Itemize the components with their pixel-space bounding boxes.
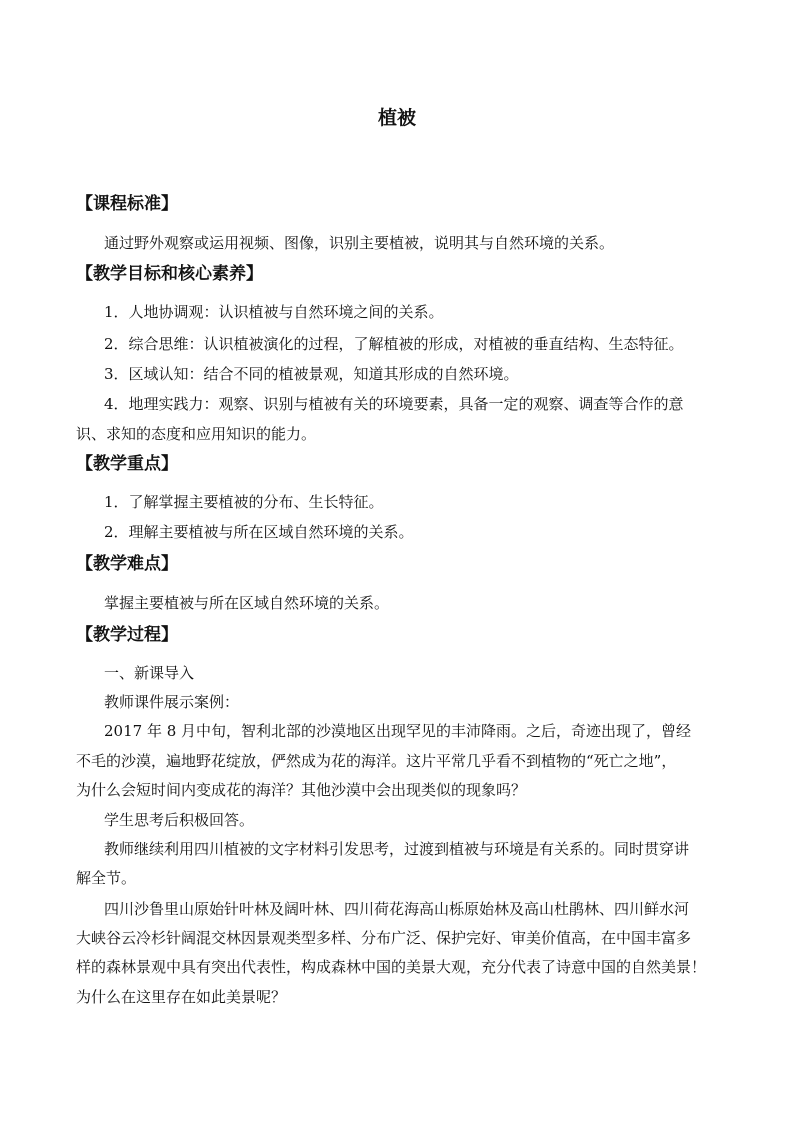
list-item: 4．地理实践力：观察、识别与植被有关的环境要素，具备一定的观察、调查等合作的意 <box>104 395 684 413</box>
section-heading-key-points: 【教学重点】 <box>76 454 178 474</box>
list-item-continuation: 识、求知的态度和应用知识的能力。 <box>76 425 317 443</box>
list-item: 2．综合思维：认识植被演化的过程，了解植被的形成，对植被的垂直结构、生态特征。 <box>104 335 684 353</box>
list-item: 2．理解主要植被与所在区域自然环境的关系。 <box>104 523 414 541</box>
paragraph-line: 2017 年 8 月中旬，智利北部的沙漠地区出现罕见的丰沛降雨。之后，奇迹出现了，曾经 <box>104 722 692 740</box>
paragraph-line: 不毛的沙漠，遍地野花绽放，俨然成为花的海洋。这片平常几乎看不到植物的“死亡之地”， <box>76 752 677 770</box>
list-item: 1．了解掌握主要植被的分布、生长特征。 <box>104 493 384 511</box>
section-heading-standard: 【课程标准】 <box>76 194 178 214</box>
paragraph-line: 学生思考后积极回答。 <box>104 811 255 829</box>
paragraph-line: 通过野外观察或运用视频、图像，识别主要植被，说明其与自然环境的关系。 <box>104 234 615 252</box>
paragraph-line: 解全节。 <box>76 869 137 887</box>
section-heading-goals: 【教学目标和核心素养】 <box>76 264 263 284</box>
paragraph-line: 四川沙鲁里山原始针叶林及阔叶林、四川荷花海高山栎原始林及高山杜鹃林、四川鲜水河 <box>104 900 690 918</box>
paragraph-line: 掌握主要植被与所在区域自然环境的关系。 <box>104 594 390 612</box>
page-title: 植被 <box>377 107 416 129</box>
paragraph-line: 教师课件展示案例： <box>104 693 240 711</box>
paragraph-line: 为什么在这里存在如此美景呢？ <box>76 988 287 1006</box>
list-item: 3．区域认知：结合不同的植被景观，知道其形成的自然环境。 <box>104 365 519 383</box>
list-item: 1．人地协调观：认识植被与自然环境之间的关系。 <box>104 303 444 321</box>
paragraph-line: 样的森林景观中具有突出代表性，构成森林中国的美景大观，充分代表了诗意中国的自然美景！ <box>76 958 707 976</box>
paragraph-line: 大峡谷云冷杉针阔混交林因景观类型多样、分布广泛、保护完好、审美价值高，在中国丰富多 <box>76 929 692 947</box>
paragraph-line: 一、新课导入 <box>104 664 195 682</box>
section-heading-difficulties: 【教学难点】 <box>76 554 178 574</box>
section-heading-process: 【教学过程】 <box>76 625 178 645</box>
paragraph-line: 教师继续利用四川植被的文字材料引发思考，过渡到植被与环境是有关系的。同时贯穿讲 <box>104 840 690 858</box>
paragraph-line: 为什么会短时间内变成花的海洋？其他沙漠中会出现类似的现象吗？ <box>76 781 527 799</box>
